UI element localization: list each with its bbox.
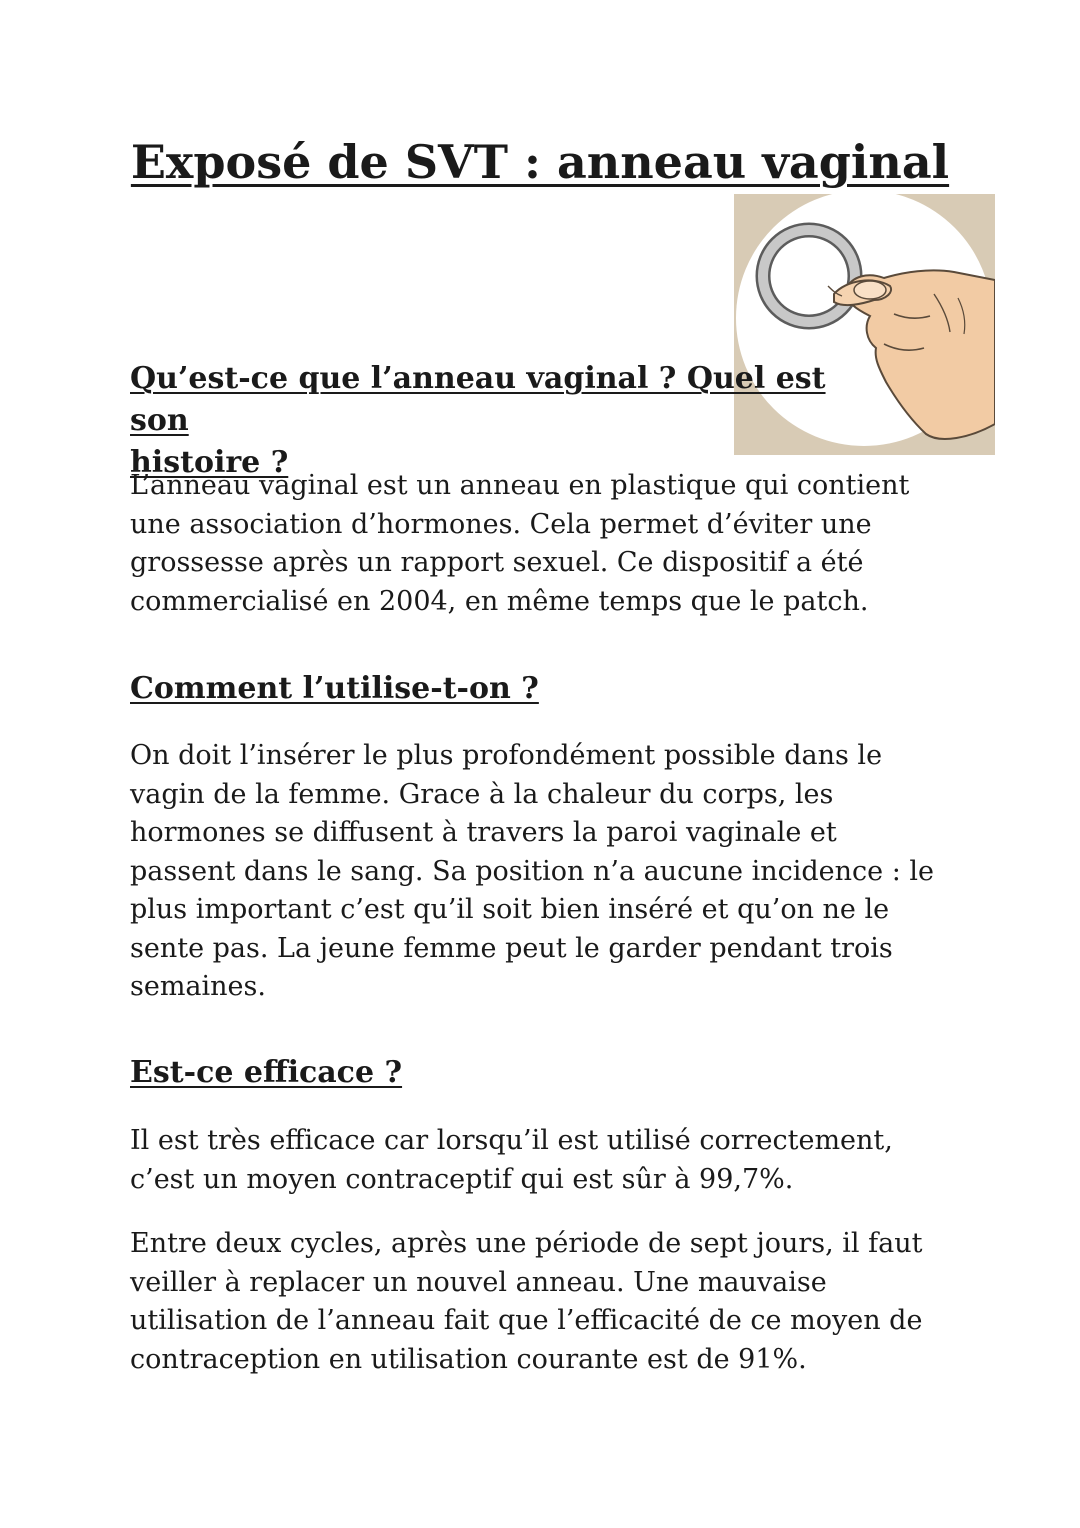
- section-heading-text: Qu’est-ce que l’anneau vaginal ? Quel est son histoire ?: [130, 361, 826, 480]
- section-heading-what-is-it: [130, 358, 880, 484]
- paragraph-definition: L’anneau vaginal est un anneau en plastique qui contient une association d’hormones. Cela permet d’éviter une grossesse après un rapport sexuel. Ce dispositif a été commercialisé en 2004, en même temps que le patch.: [130, 470, 910, 617]
- section-heading-how-to-use: Comment l’utilise-t-on ?: [130, 671, 539, 706]
- paragraph-efficacy: Il est très efficace car lorsqu’il est utilisé correctement, c’est un moyen contraceptif qui est sûr à 99,7%.: [130, 1125, 893, 1195]
- paragraph-cycle-replacement: Entre deux cycles, après une période de sept jours, il faut veiller à replacer un nouvel anneau. Une mauvaise utilisation de l’anneau fait que l’efficacité de ce moyen de contraception en utilisation courante est de 91%.: [130, 1228, 923, 1375]
- page-title: Exposé de SVT : anneau vaginal: [130, 135, 950, 189]
- paragraph-usage: On doit l’insérer le plus profondément possible dans le vagin de la femme. Grace à la chaleur du corps, les hormones se diffusent à travers la paroi vaginale et passent dans le sang. Sa position n’a aucune incidence : le plus important c’est qu’il soit bien inséré et qu’on ne le sente pas. La jeune femme peut le garder pendant trois semaines.: [130, 740, 935, 1002]
- section-heading-efficacy: Est-ce efficace ?: [130, 1055, 403, 1090]
